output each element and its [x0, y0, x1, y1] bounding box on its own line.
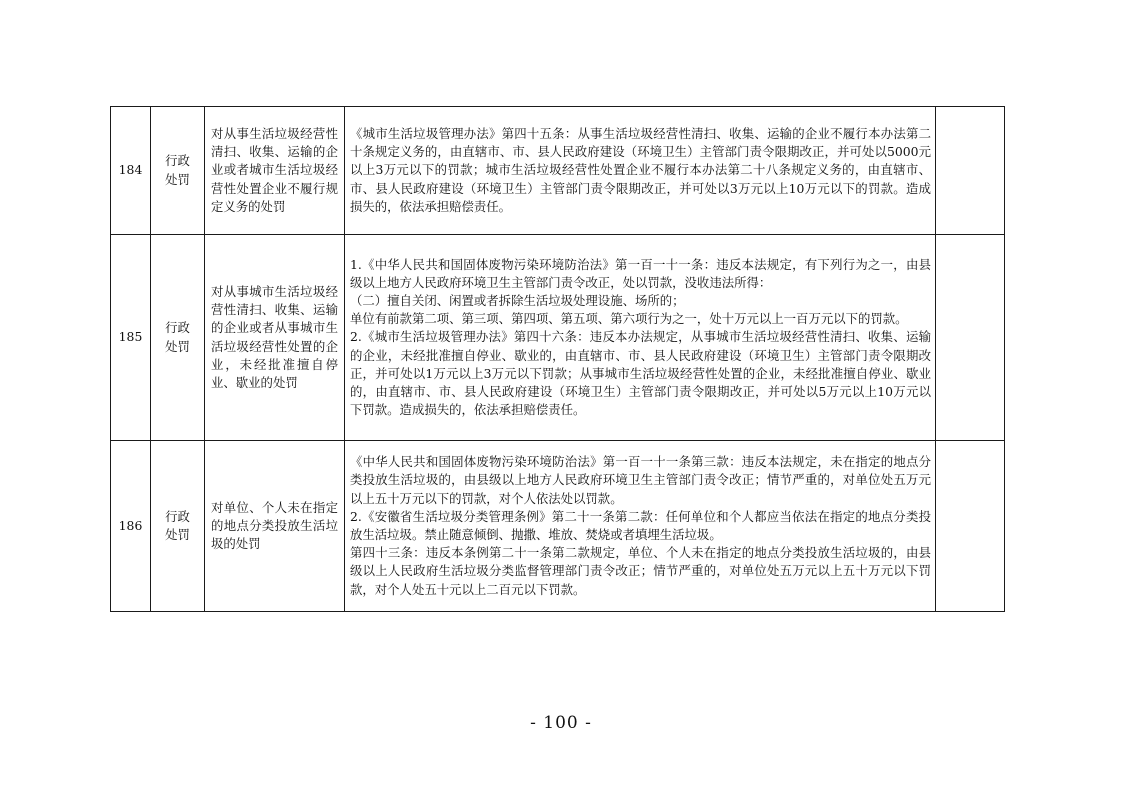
power-type-line: 处罚 [165, 527, 190, 542]
row-number: 185 [111, 235, 151, 441]
legal-basis-paragraph: 第四十三条：违反本条例第二十一条第二款规定，单位、个人未在指定的地点分类投放生活垃圾的，由县级以上人民政府生活垃圾分类监督管理部门责令改正；情节严重的，对单位处五万元以上五十万元以下罚款，对个人处五十元以上二百元以下罚款。 [350, 545, 931, 597]
legal-basis-paragraph: 《中华人民共和国固体废物污染环境防治法》第一百一十一条第三款：违反本法规定，未在指定的地点分类投放生活垃圾的，由县级以上地方人民政府环境卫生主管部门责令改正；情节严重的，对单位处五万元以上五十万元以下的罚款，对个人依法处以罚款。 [350, 454, 931, 506]
legal-basis-paragraph: 单位有前款第二项、第三项、第四项、第五项、第六项行为之一，处十万元以上一百万元以下的罚款。 [350, 311, 908, 327]
row-number: 186 [111, 441, 151, 612]
legal-basis-paragraph: （二）擅自关闭、闲置或者拆除生活垃圾处理设施、场所的； [350, 292, 685, 308]
page-number: - 100 - [530, 713, 592, 733]
legal-basis [345, 107, 936, 235]
power-type-line: 行政 [165, 320, 190, 336]
legal-basis-paragraph: 《城市生活垃圾管理办法》第四十五条：从事生活垃圾经营性清扫、收集、运输的企业不履行本办法第二十条规定义务的，由直辖市、市、县人民政府建设（环境卫生）主管部门责令限期改正，并可处以5000元以上3万元以下的罚款；城市生活垃圾经营性处置企业不履行本办法第二十八条规定义务的，由直辖市、市、县人民政府建设（环境卫生）主管部门责令限期改正，并可处以3万元以上10万元以下的罚款。造成损失的，依法承担赔偿责任。 [350, 125, 931, 214]
power-name: 对单位、个人未在指定的地点分类投放生活垃圾的处罚 [205, 441, 345, 612]
legal-basis [345, 235, 936, 441]
note-cell [936, 235, 1005, 441]
power-type [151, 441, 205, 612]
power-type [151, 107, 205, 235]
table-row [111, 235, 1005, 441]
row-number: 184 [111, 107, 151, 235]
legal-basis-paragraph: 2.《安徽省生活垃圾分类管理条例》第二十一条第二款：任何单位和个人都应当依法在指定的地点分类投放生活垃圾。禁止随意倾倒、抛撒、堆放、焚烧或者填埋生活垃圾。 [350, 508, 931, 542]
power-type-line: 行政 [165, 508, 190, 524]
power-name: 对从事城市生活垃圾经营性清扫、收集、运输的企业或者从事城市生活垃圾经营性处置的企业，未经批准擅自停业、歇业的处罚 [205, 235, 345, 441]
power-type [151, 235, 205, 441]
table-row [111, 441, 1005, 612]
note-cell [936, 441, 1005, 612]
power-type-line: 行政 [165, 153, 190, 169]
legal-basis-paragraph: 1.《中华人民共和国固体废物污染环境防治法》第一百一十一条：违反本法规定，有下列行为之一，由县级以上地方人民政府环境卫生主管部门责令改正，处以罚款，没收违法所得： [350, 256, 931, 290]
legal-basis-paragraph: 2.《城市生活垃圾管理办法》第四十六条：违反本办法规定，从事城市生活垃圾经营性清扫、收集、运输的企业，未经批准擅自停业、歇业的，由直辖市、市、县人民政府建设（环境卫生）主管部门责令限期改正，并可处以1万元以上3万元以下罚款；从事城市生活垃圾经营性处置的企业，未经批准擅自停业、歇业的，由直辖市、市、县人民政府建设（环境卫生）主管部门责令限期改正，并可处以5万元以上10万元以下罚款。造成损失的，依法承担赔偿责任。 [350, 329, 931, 418]
note-cell [936, 107, 1005, 235]
power-name: 对从事生活垃圾经营性清扫、收集、运输的企业或者城市生活垃圾经营性处置企业不履行规定义务的处罚 [205, 107, 345, 235]
legal-basis [345, 441, 936, 612]
power-type-line: 处罚 [165, 338, 190, 354]
power-list-table [110, 106, 1005, 612]
power-type-line: 处罚 [165, 171, 190, 187]
table-row [111, 107, 1005, 235]
